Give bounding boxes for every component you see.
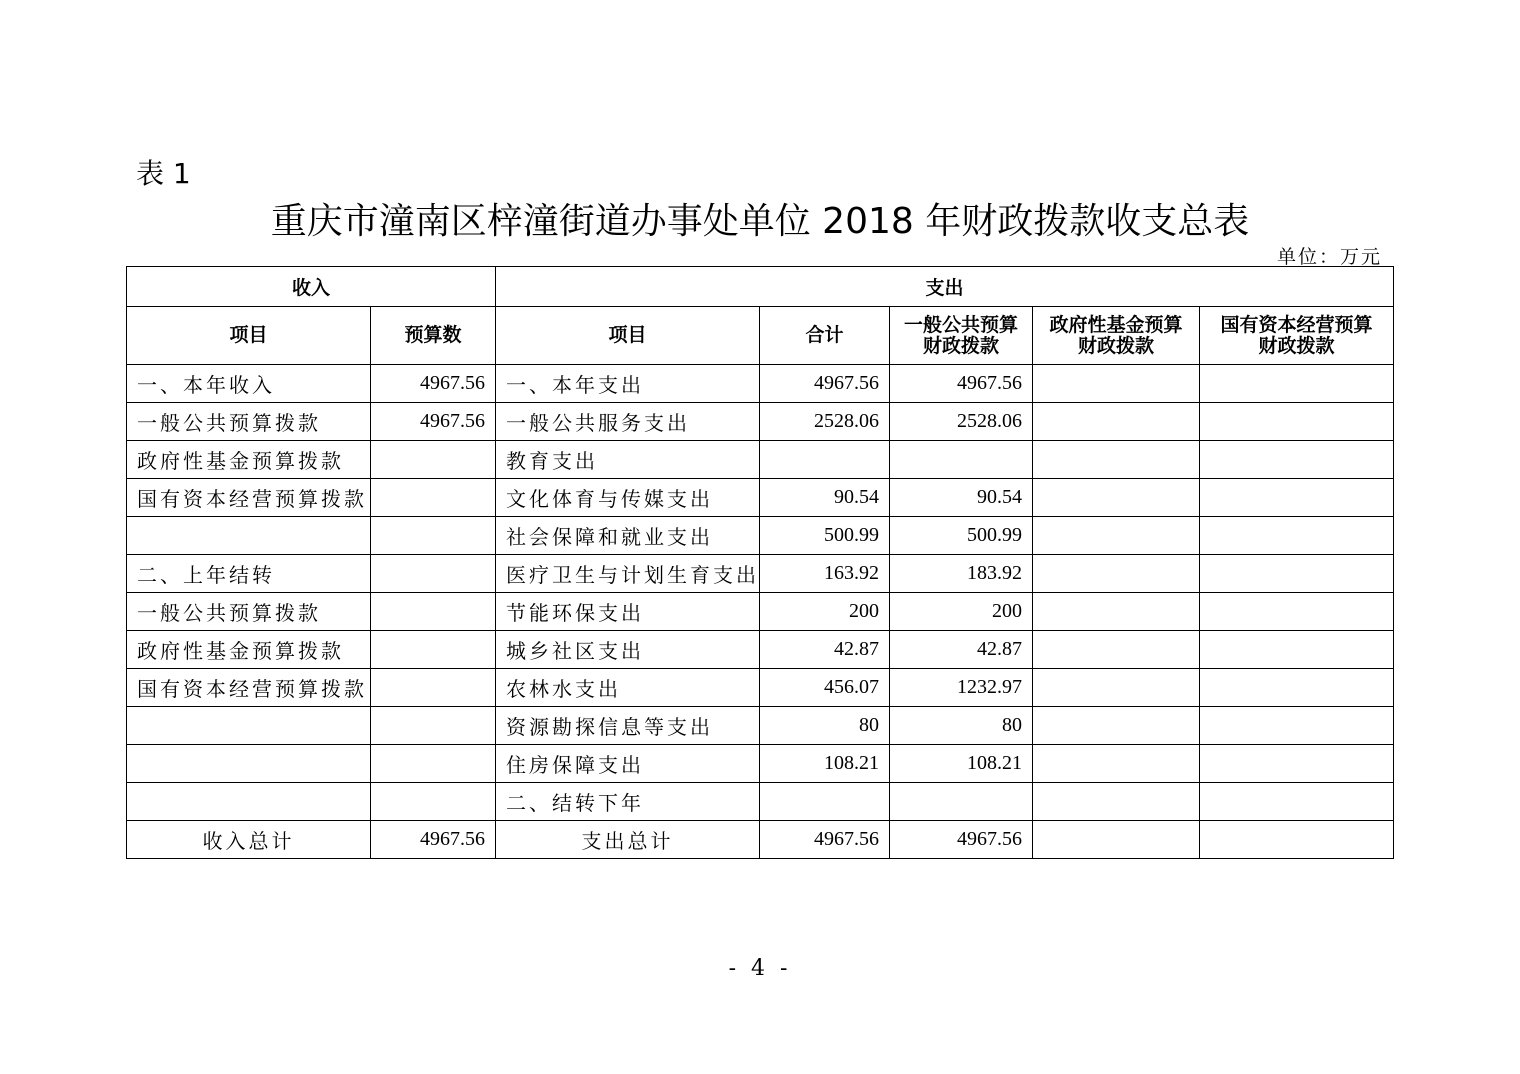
income-budget-cell: 4967.56 [371, 365, 496, 403]
table-row [127, 555, 1394, 593]
expense-item-cell: 资源勘探信息等支出 [496, 707, 760, 745]
general-public-cell: 80 [890, 707, 1033, 745]
unit-label: 单位：万元 [1276, 246, 1382, 268]
gov-fund-cell [1033, 745, 1200, 783]
state-capital-cell [1200, 441, 1394, 479]
income-total-label: 收入总计 [127, 821, 371, 859]
income-item-cell [127, 517, 371, 555]
income-item-cell: 一、本年收入 [127, 365, 371, 403]
table-row [127, 783, 1394, 821]
total-header: 合计 [760, 307, 890, 365]
total-cell [760, 441, 890, 479]
income-item-cell: 政府性基金预算拨款 [127, 631, 371, 669]
income-item-header: 项目 [127, 307, 371, 365]
table-row [127, 403, 1394, 441]
total-cell: 4967.56 [760, 365, 890, 403]
income-item-cell [127, 783, 371, 821]
income-budget-cell [371, 517, 496, 555]
general-public-cell: 4967.56 [890, 365, 1033, 403]
general-public-cell: 108.21 [890, 745, 1033, 783]
totals-row [127, 821, 1394, 859]
income-item-cell: 二、上年结转 [127, 555, 371, 593]
page-number: - 4 - [728, 956, 792, 981]
total-cell: 2528.06 [760, 403, 890, 441]
header-group-row [127, 267, 1394, 307]
income-item-cell: 一般公共预算拨款 [127, 403, 371, 441]
state-capital-cell [1200, 745, 1394, 783]
table-row [127, 669, 1394, 707]
expense-item-cell: 节能环保支出 [496, 593, 760, 631]
income-item-cell: 国有资本经营预算拨款 [127, 479, 371, 517]
income-budget-cell [371, 783, 496, 821]
gov-fund-cell [1033, 631, 1200, 669]
gov-fund-cell [1033, 821, 1200, 859]
total-cell: 500.99 [760, 517, 890, 555]
general-public-cell: 42.87 [890, 631, 1033, 669]
gov-fund-cell [1033, 555, 1200, 593]
income-budget-header: 预算数 [371, 307, 496, 365]
expense-header: 支出 [496, 267, 1394, 307]
state-capital-cell [1200, 821, 1394, 859]
table-row [127, 479, 1394, 517]
general-public-header-line2: 财政拨款 [923, 334, 1000, 357]
state-capital-header [1200, 307, 1394, 365]
table-row [127, 631, 1394, 669]
total-cell: 42.87 [760, 631, 890, 669]
table-row [127, 707, 1394, 745]
total-cell: 200 [760, 593, 890, 631]
table-row [127, 365, 1394, 403]
table-label: 表 1 [136, 157, 191, 190]
state-capital-cell [1200, 479, 1394, 517]
table-row [127, 745, 1394, 783]
state-capital-cell [1200, 707, 1394, 745]
income-budget-cell [371, 745, 496, 783]
state-capital-cell [1200, 555, 1394, 593]
state-capital-cell [1200, 631, 1394, 669]
expense-item-cell: 社会保障和就业支出 [496, 517, 760, 555]
income-item-cell: 政府性基金预算拨款 [127, 441, 371, 479]
general-public-header-line1: 一般公共预算 [904, 313, 1019, 336]
income-item-cell [127, 707, 371, 745]
income-header: 收入 [127, 267, 496, 307]
general-public-header [890, 307, 1033, 365]
total-cell: 90.54 [760, 479, 890, 517]
income-budget-cell: 4967.56 [371, 403, 496, 441]
table-row [127, 593, 1394, 631]
general-public-cell [890, 783, 1033, 821]
state-capital-cell [1200, 517, 1394, 555]
general-public-cell: 4967.56 [890, 821, 1033, 859]
expense-total-label: 支出总计 [496, 821, 760, 859]
table-row [127, 441, 1394, 479]
total-cell: 108.21 [760, 745, 890, 783]
expense-item-cell: 住房保障支出 [496, 745, 760, 783]
gov-fund-cell [1033, 593, 1200, 631]
gov-fund-header-line1: 政府性基金预算 [1049, 313, 1183, 336]
gov-fund-header [1033, 307, 1200, 365]
gov-fund-header-line2: 财政拨款 [1078, 334, 1155, 357]
income-budget-cell [371, 555, 496, 593]
gov-fund-cell [1033, 783, 1200, 821]
expense-item-header: 项目 [496, 307, 760, 365]
expense-item-cell: 农林水支出 [496, 669, 760, 707]
total-cell: 80 [760, 707, 890, 745]
general-public-cell: 90.54 [890, 479, 1033, 517]
general-public-cell: 1232.97 [890, 669, 1033, 707]
expense-item-cell: 文化体育与传媒支出 [496, 479, 760, 517]
income-item-cell: 国有资本经营预算拨款 [127, 669, 371, 707]
income-budget-cell [371, 669, 496, 707]
income-budget-cell [371, 479, 496, 517]
gov-fund-cell [1033, 517, 1200, 555]
state-capital-header-line2: 财政拨款 [1258, 334, 1335, 357]
state-capital-cell [1200, 669, 1394, 707]
state-capital-header-line1: 国有资本经营预算 [1220, 313, 1373, 336]
table-row [127, 517, 1394, 555]
state-capital-cell [1200, 403, 1394, 441]
total-cell: 456.07 [760, 669, 890, 707]
general-public-cell: 183.92 [890, 555, 1033, 593]
general-public-cell: 2528.06 [890, 403, 1033, 441]
expense-item-cell: 教育支出 [496, 441, 760, 479]
gov-fund-cell [1033, 669, 1200, 707]
general-public-cell [890, 441, 1033, 479]
general-public-cell: 500.99 [890, 517, 1033, 555]
gov-fund-cell [1033, 707, 1200, 745]
total-cell [760, 783, 890, 821]
general-public-cell: 200 [890, 593, 1033, 631]
gov-fund-cell [1033, 403, 1200, 441]
gov-fund-cell [1033, 479, 1200, 517]
gov-fund-cell [1033, 365, 1200, 403]
state-capital-cell [1200, 593, 1394, 631]
gov-fund-cell [1033, 441, 1200, 479]
expense-item-cell: 二、结转下年 [496, 783, 760, 821]
state-capital-cell [1200, 365, 1394, 403]
expense-item-cell: 城乡社区支出 [496, 631, 760, 669]
income-budget-cell: 4967.56 [371, 821, 496, 859]
income-budget-cell [371, 631, 496, 669]
state-capital-cell [1200, 783, 1394, 821]
document-title: 重庆市潼南区梓潼街道办事处单位 2018 年财政拨款收支总表 [270, 201, 1250, 242]
total-cell: 163.92 [760, 555, 890, 593]
income-budget-cell [371, 441, 496, 479]
income-budget-cell [371, 593, 496, 631]
total-cell: 4967.56 [760, 821, 890, 859]
column-header-row [127, 307, 1394, 365]
income-budget-cell [371, 707, 496, 745]
expense-item-cell: 一般公共服务支出 [496, 403, 760, 441]
income-item-cell [127, 745, 371, 783]
income-item-cell: 一般公共预算拨款 [127, 593, 371, 631]
expense-item-cell: 一、本年支出 [496, 365, 760, 403]
expense-item-cell: 医疗卫生与计划生育支出 [496, 555, 760, 593]
budget-table [126, 266, 1394, 859]
